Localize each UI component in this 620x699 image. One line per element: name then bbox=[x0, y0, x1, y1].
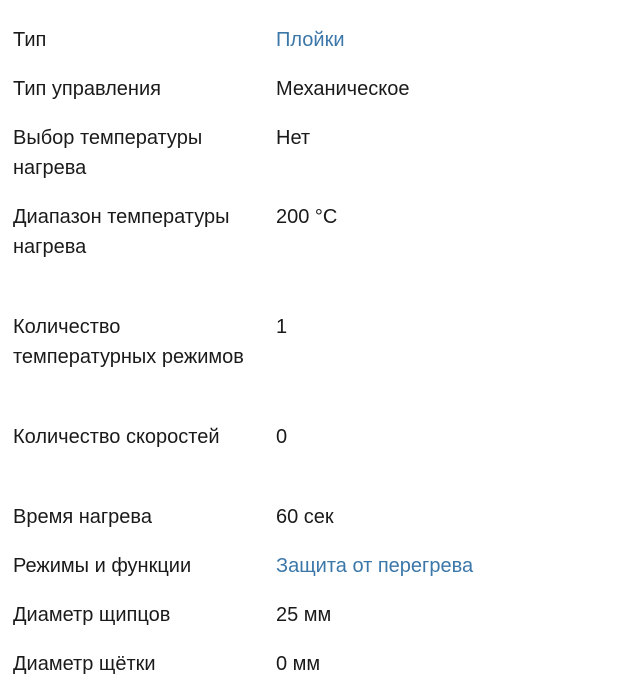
spec-value-link[interactable]: Защита от перегрева bbox=[276, 555, 474, 577]
spec-label: Тип управления bbox=[13, 78, 161, 100]
spec-label: Выбор температуры нагрева bbox=[13, 127, 203, 179]
spec-label: Диаметр щётки bbox=[13, 653, 156, 675]
spec-label: Количество скоростей bbox=[13, 426, 220, 448]
spec-value: 0 bbox=[276, 426, 288, 448]
spec-label: Диаметр щипцов bbox=[13, 604, 171, 626]
spec-label: Время нагрева bbox=[13, 506, 152, 528]
spec-value: 200 °C bbox=[276, 206, 338, 228]
spec-label: Диапазон температуры нагрева bbox=[13, 206, 230, 258]
spec-value: 0 мм bbox=[276, 653, 321, 675]
spec-value: 1 bbox=[276, 316, 288, 338]
spec-value: Нет bbox=[276, 127, 311, 149]
spec-value-link[interactable]: Плойки bbox=[276, 29, 345, 51]
spec-label: Режимы и функции bbox=[13, 555, 192, 577]
spec-value: Механическое bbox=[276, 78, 410, 100]
spec-value: 25 мм bbox=[276, 604, 332, 626]
spec-label: Количество температурных режимов bbox=[13, 316, 244, 368]
spec-label: Тип bbox=[13, 29, 47, 51]
spec-value: 60 сек bbox=[276, 506, 334, 528]
